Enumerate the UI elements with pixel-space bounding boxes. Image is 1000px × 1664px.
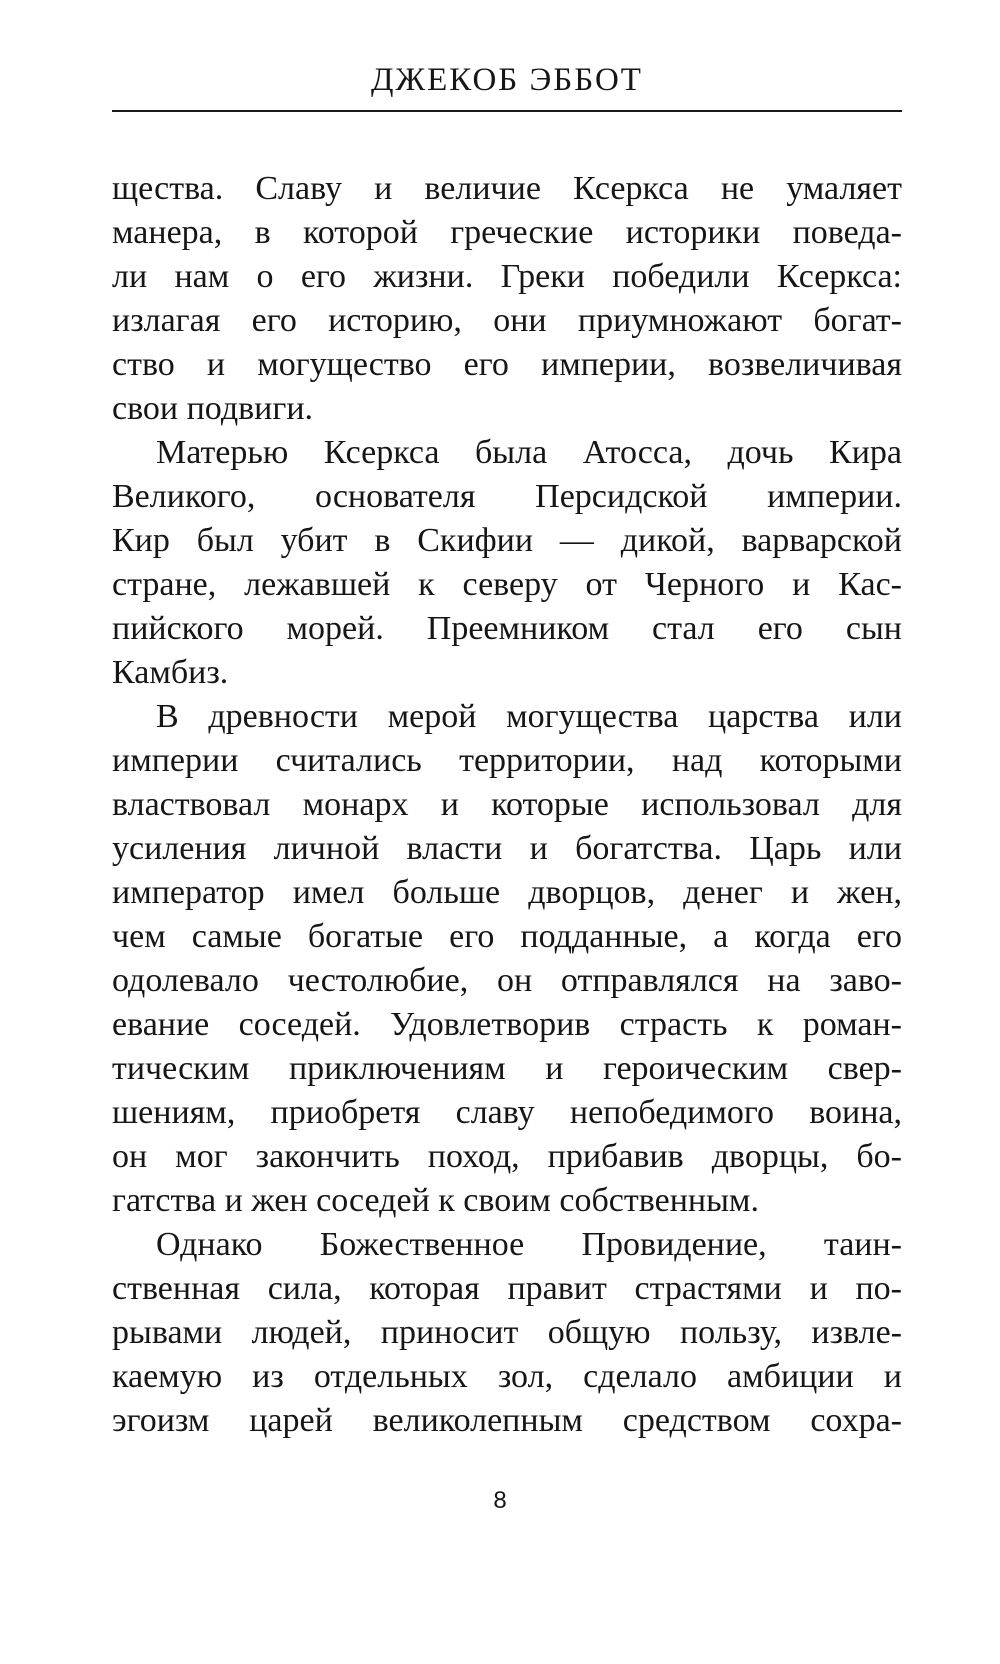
text-line: Великого, основателя Персидской империи. <box>112 478 902 515</box>
text-line: евание соседей. Удовлетворив страсть к роман- <box>112 1006 902 1043</box>
running-head: ДЖЕКОБ ЭББОТ <box>371 62 643 98</box>
text-line: пийского морей. Преемником стал его сын <box>112 610 902 647</box>
text-line: ли нам о его жизни. Греки победили Ксеркса: <box>112 258 902 295</box>
text-line: империи считались территории, над которыми <box>112 742 902 779</box>
text-line: усиления личной власти и богатства. Царь или <box>112 830 902 867</box>
text-line: Кир был убит в Скифии — дикой, варварской <box>112 522 902 559</box>
paragraph-2 <box>112 431 902 695</box>
text-line: щества. Славу и величие Ксеркса не умаляет <box>112 170 902 207</box>
text-line: В древности мерой могущества царства или <box>156 698 902 735</box>
text-line: Однако Божественное Провидение, таин- <box>156 1226 902 1263</box>
page-number: 8 <box>493 1487 507 1514</box>
paragraph-1 <box>112 167 902 431</box>
text-line: Матерью Ксеркса была Атосса, дочь Кира <box>156 434 902 471</box>
text-line: ство и могущество его империи, возвеличивая <box>112 346 902 383</box>
paragraph-4 <box>112 1223 902 1443</box>
header-rule <box>112 110 902 112</box>
paragraph-3 <box>112 695 902 1223</box>
text-line: одолевало честолюбие, он отправлялся на заво- <box>112 962 902 999</box>
text-line: он мог закончить поход, прибавив дворцы, бо- <box>112 1138 902 1175</box>
text-line: стране, лежавшей к северу от Черного и Кас- <box>112 566 902 603</box>
text-line: манера, в которой греческие историки поведа- <box>112 214 902 251</box>
text-line: император имел больше дворцов, денег и жен, <box>112 874 902 911</box>
text-line: излагая его историю, они приумножают богат- <box>112 302 902 339</box>
text-line: тическим приключениям и героическим свер- <box>112 1050 902 1087</box>
text-line: каемую из отдельных зол, сделало амбиции и <box>112 1358 902 1395</box>
body-text <box>112 167 902 1443</box>
text-line: рывами людей, приносит общую пользу, извле- <box>112 1314 902 1351</box>
text-line: эгоизм царей великолепным средством сохра- <box>112 1402 902 1439</box>
text-line: шениям, приобретя славу непобедимого воина, <box>112 1094 902 1131</box>
text-line: чем самые богатые его подданные, а когда его <box>112 918 902 955</box>
text-line: ственная сила, которая правит страстями и по- <box>112 1270 902 1307</box>
text-line: свои подвиги. <box>112 390 314 427</box>
text-line: гатства и жен соседей к своим собственным. <box>112 1182 759 1219</box>
text-line: властвовал монарх и которые использовал для <box>112 786 902 823</box>
text-line: Камбиз. <box>112 654 229 691</box>
